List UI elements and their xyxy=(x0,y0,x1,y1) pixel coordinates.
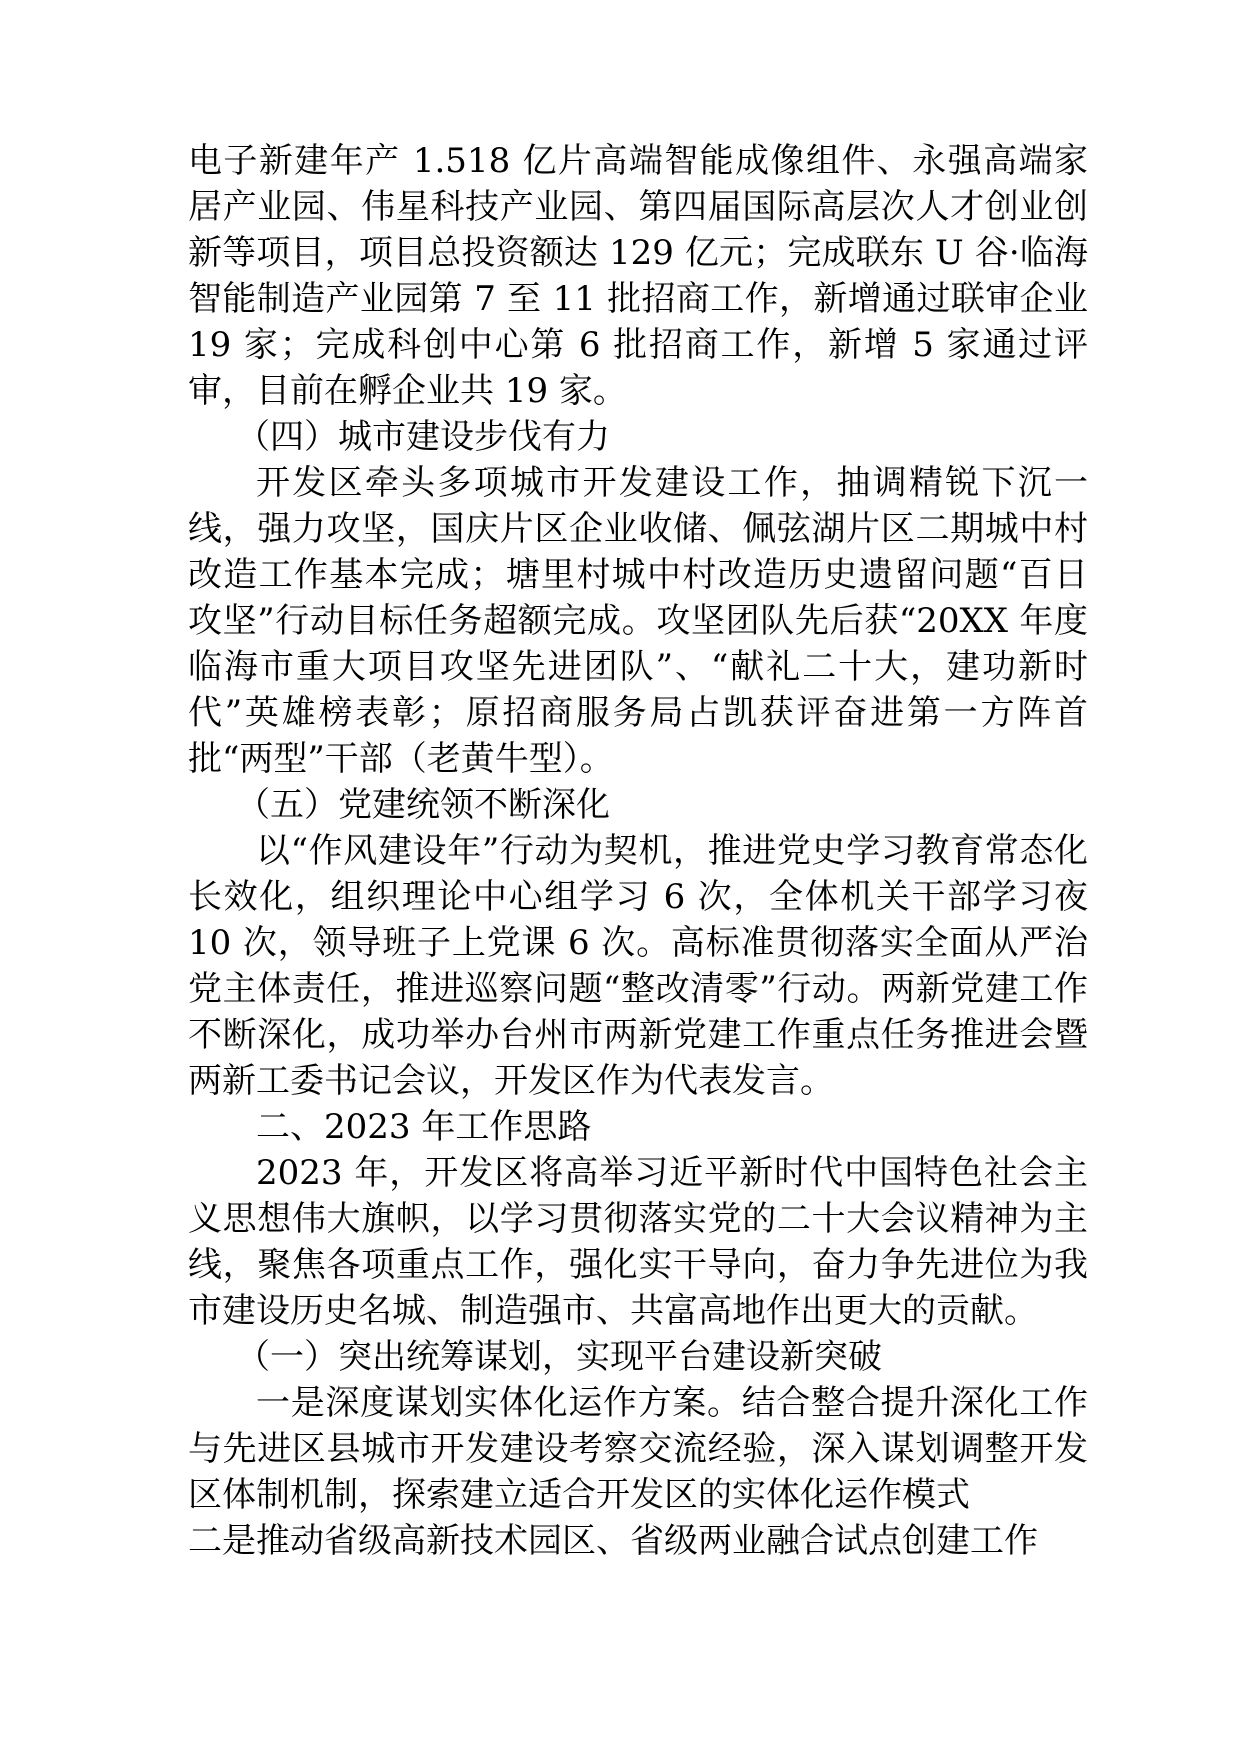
heading-2023-work-plan: 二、2023 年工作思路 xyxy=(256,1107,592,1147)
subheading-party-building: （五）党建统领不断深化 xyxy=(236,785,610,825)
subheading-urban-construction: （四）城市建设步伐有力 xyxy=(236,417,610,457)
paragraph-2023-overview: 2023 年，开发区将高举习近平新时代中国特色社会主义思想伟大旗帜，以学习贯彻落实党的二十大会议精神为主线，聚焦各项重点工作，强化实干导向，奋力争先进位为我市建设历史名城、制造强市、共富高地作出更大的贡献。 xyxy=(188,1153,1088,1331)
paragraph-entity-operation: 一是深度谋划实体化运作方案。结合整合提升深化工作与先进区县城市开发建设考察交流经验，深入谋划调整开发区体制机制，探索建立适合开发区的实体化运作模式 xyxy=(188,1383,1088,1515)
paragraph-urban-construction: 开发区牵头多项城市开发建设工作，抽调精锐下沉一线，强力攻坚，国庆片区企业收储、佩弦湖片区二期城中村改造工作基本完成；塘里村城中村改造历史遗留问题“百日攻坚”行动目标任务超额完成。攻坚团队先后获“20XX 年度临海市重大项目攻坚先进团队”、“献礼二十大，建功新时代”英雄榜表彰；原招商服务局占凯获评奋进第一方阵首批“两型”干部（老黄牛型）。 xyxy=(188,463,1088,779)
paragraph-party-building: 以“作风建设年”行动为契机，推进党史学习教育常态化长效化，组织理论中心组学习 6 次，全体机关干部学习夜 10 次，领导班子上党课 6 次。高标准贯彻落实全面从严治党主体责任，推进巡察问题“整改清零”行动。两新党建工作不断深化，成功举办台州市两新党建工作重点任务推进会暨两新工委书记会议，开发区作为代表发言。 xyxy=(188,831,1088,1101)
paragraph-hightech-park: 二是推动省级高新技术园区、省级两业融合试点创建工作 xyxy=(188,1521,1038,1561)
subheading-overall-planning: （一）突出统筹谋划，实现平台建设新突破 xyxy=(236,1337,882,1377)
document-page xyxy=(188,138,1088,1564)
paragraph-investment-projects: 电子新建年产 1.518 亿片高端智能成像组件、永强高端家居产业园、伟星科技产业园、第四届国际高层次人才创业创新等项目，项目总投资额达 129 亿元；完成联东 U 谷·临海智能制造产业园第 7 至 11 批招商工作，新增通过联审企业 19 家；完成科创中心第 6 批招商工作，新增 5 家通过评审，目前在孵企业共 19 家。 xyxy=(188,141,1088,411)
